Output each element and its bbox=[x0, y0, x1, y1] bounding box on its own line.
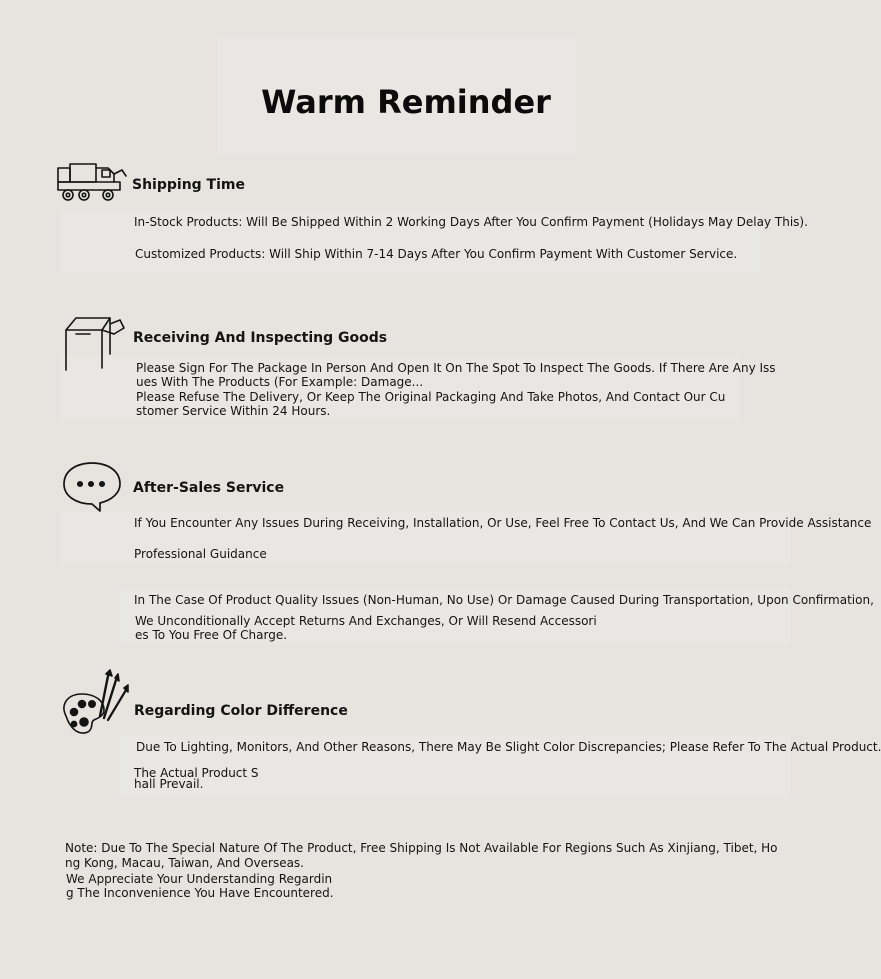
note-line-4: g The Inconvenience You Have Encountered. bbox=[66, 886, 334, 900]
receiving-line-1: Please Sign For The Package In Person And Open It On The Spot To Inspect The Goods. If There Are Any Iss bbox=[136, 361, 776, 375]
after-sales-line-4: We Unconditionally Accept Returns And Exchanges, Or Will Resend Accessori bbox=[135, 614, 597, 628]
after-sales-line-5: es To You Free Of Charge. bbox=[135, 628, 288, 642]
note-line-1: Note: Due To The Special Nature Of The Product, Free Shipping Is Not Available For Regions Such As Xinjiang, Tibet, Ho bbox=[65, 841, 778, 855]
receiving-line-4: stomer Service Within 24 Hours. bbox=[136, 404, 331, 418]
color-line-2: The Actual Product S bbox=[134, 766, 259, 780]
paint-palette-icon bbox=[60, 668, 132, 738]
after-sales-heading: After-Sales Service bbox=[133, 480, 285, 496]
receiving-line-3: Please Refuse The Delivery, Or Keep The Original Packaging And Take Photos, And Contact Our Cu bbox=[136, 390, 726, 404]
shipping-line-1: In-Stock Products: Will Be Shipped Within 2 Working Days After You Confirm Payment (Holidays May Delay This). bbox=[134, 215, 808, 229]
note-line-2: ng Kong, Macau, Taiwan, And Overseas. bbox=[65, 856, 304, 870]
note-line-3: We Appreciate Your Understanding Regardin bbox=[66, 872, 333, 886]
truck-icon bbox=[56, 160, 130, 206]
shipping-line-2: Customized Products: Will Ship Within 7-14 Days After You Confirm Payment With Customer Service. bbox=[135, 247, 738, 261]
after-sales-line-2: Professional Guidance bbox=[134, 547, 267, 561]
package-box-icon bbox=[62, 314, 130, 376]
shipping-time-heading: Shipping Time bbox=[132, 177, 245, 193]
chat-bubble-icon bbox=[62, 460, 126, 514]
color-line-1: Due To Lighting, Monitors, And Other Reasons, There May Be Slight Color Discrepancies; Please Refer To The Actual Product. bbox=[136, 740, 881, 754]
after-sales-line-3: In The Case Of Product Quality Issues (Non-Human, No Use) Or Damage Caused During Transportation, Upon Confirmation, bbox=[134, 593, 874, 607]
after-sales-line-1: If You Encounter Any Issues During Receiving, Installation, Or Use, Feel Free To Contact Us, And We Can Provide Assistance bbox=[134, 516, 872, 530]
receiving-line-2: ues With The Products (For Example: Damage... bbox=[136, 375, 424, 389]
color-line-3: hall Prevail. bbox=[134, 777, 204, 791]
page-title: Warm Reminder bbox=[261, 83, 551, 121]
receiving-heading: Receiving And Inspecting Goods bbox=[133, 330, 388, 346]
color-difference-heading: Regarding Color Difference bbox=[134, 703, 348, 719]
